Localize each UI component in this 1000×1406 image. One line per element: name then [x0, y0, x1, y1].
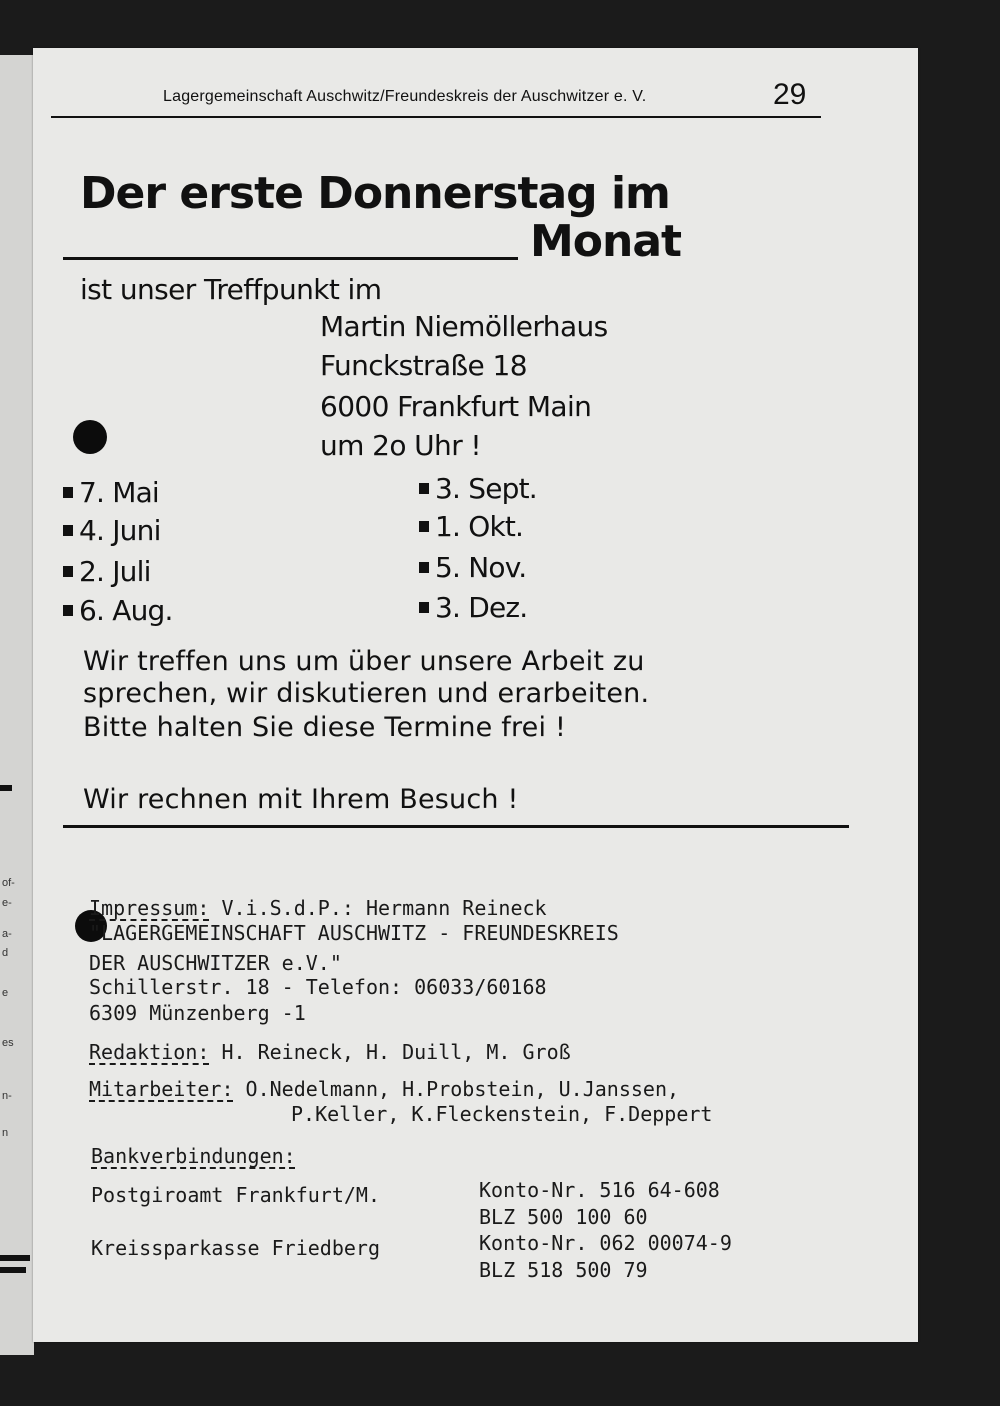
paragraph-line: sprechen, wir diskutieren und erarbeiten. [83, 678, 650, 709]
facing-page-fragment: e [2, 987, 9, 999]
header-rule [51, 116, 821, 118]
paragraph-line: Wir treffen uns um über unsere Arbeit zu [83, 646, 645, 677]
bank-blz: BLZ 518 500 79 [479, 1258, 648, 1282]
date-label: 5. Nov. [435, 551, 527, 584]
page-number: 29 [773, 78, 807, 111]
facing-page-fragment: n [2, 1127, 9, 1139]
document-page [33, 48, 918, 1342]
bullet-square-icon [63, 525, 73, 536]
bullet-square-icon [419, 483, 429, 494]
date-item [419, 591, 527, 624]
facing-page-mark [0, 1267, 26, 1273]
facing-page-fragment: d [2, 947, 9, 959]
date-label: 4. Juni [79, 514, 161, 547]
facing-page-fragment: es [2, 1037, 14, 1049]
title-line-2: Monat [530, 216, 682, 267]
date-label: 3. Sept. [435, 472, 537, 505]
bank-name: Postgiroamt Frankfurt/M. [91, 1183, 380, 1207]
redaktion-label: Redaktion: [89, 1040, 210, 1064]
address-line: Martin Niemöllerhaus [320, 310, 608, 343]
closing-line: Wir rechnen mit Ihrem Besuch ! [83, 784, 519, 815]
impressum-city: 6309 Münzenberg -1 [89, 1001, 306, 1025]
impressum-label: Impressum: [89, 896, 210, 920]
bullet-square-icon [63, 605, 73, 616]
facing-page-fragment: of- [2, 877, 15, 889]
title-line-1: Der erste Donnerstag im [80, 168, 670, 219]
paragraph-line: Bitte halten Sie diese Termine frei ! [83, 712, 566, 743]
date-label: 2. Juli [79, 555, 151, 588]
facing-page-mark [0, 785, 12, 791]
date-item [63, 555, 151, 588]
bullet-square-icon [419, 602, 429, 613]
bullet-square-icon [63, 487, 73, 498]
impressum-org-line: "LAGERGEMEINSCHAFT AUSCHWITZ - FREUNDESKREIS [89, 921, 619, 945]
mitarbeiter-names: P.Keller, K.Fleckenstein, F.Deppert [291, 1102, 713, 1126]
date-label: 6. Aug. [79, 594, 173, 627]
date-label: 1. Okt. [435, 510, 524, 543]
impressum-street: Schillerstr. 18 - Telefon: 06033/60168 [89, 975, 547, 999]
header-publisher: Lagergemeinschaft Auschwitz/Freundeskreis der Auschwitzer e. V. [163, 88, 647, 105]
impressum-visdp: V.i.S.d.P.: Hermann Reineck [221, 896, 547, 920]
mitarbeiter-label: Mitarbeiter: [89, 1077, 234, 1101]
bank-label: Bankverbindungen: [91, 1144, 296, 1168]
bullet-square-icon [419, 521, 429, 532]
facing-page-edge [0, 55, 34, 1355]
address-line: Funckstraße 18 [320, 349, 527, 382]
date-label: 7. Mai [79, 476, 159, 509]
redaktion-line [89, 1040, 571, 1064]
title-rule [63, 257, 518, 260]
facing-page-fragment: e- [2, 897, 12, 909]
bank-blz: BLZ 500 100 60 [479, 1205, 648, 1229]
date-item [419, 551, 526, 584]
facing-page-mark [0, 1255, 30, 1261]
section-rule [63, 825, 849, 828]
redaktion-names: H. Reineck, H. Duill, M. Groß [221, 1040, 571, 1064]
impressum-org-line: DER AUSCHWITZER e.V." [89, 951, 342, 975]
date-item [419, 472, 537, 505]
date-item [63, 594, 173, 627]
bullet-square-icon [63, 566, 73, 577]
date-item [63, 476, 159, 509]
date-label: 3. Dez. [435, 591, 528, 624]
bank-name: Kreissparkasse Friedberg [91, 1236, 380, 1260]
date-item [63, 514, 161, 547]
meeting-time: um 2o Uhr ! [320, 429, 482, 462]
address-line: 6000 Frankfurt Main [320, 390, 592, 423]
date-item [419, 510, 523, 543]
impressum-line [89, 896, 547, 920]
facing-page-fragment: a- [2, 928, 12, 940]
mitarbeiter-line [89, 1077, 679, 1101]
bank-konto: Konto-Nr. 516 64-608 [479, 1178, 720, 1202]
intro-text: ist unser Treffpunkt im [80, 273, 382, 306]
facing-page-fragment: n- [2, 1090, 12, 1102]
punch-hole-dot [73, 420, 107, 454]
mitarbeiter-names: O.Nedelmann, H.Probstein, U.Janssen, [245, 1077, 680, 1101]
bank-konto: Konto-Nr. 062 00074-9 [479, 1231, 732, 1255]
bullet-square-icon [419, 562, 429, 573]
